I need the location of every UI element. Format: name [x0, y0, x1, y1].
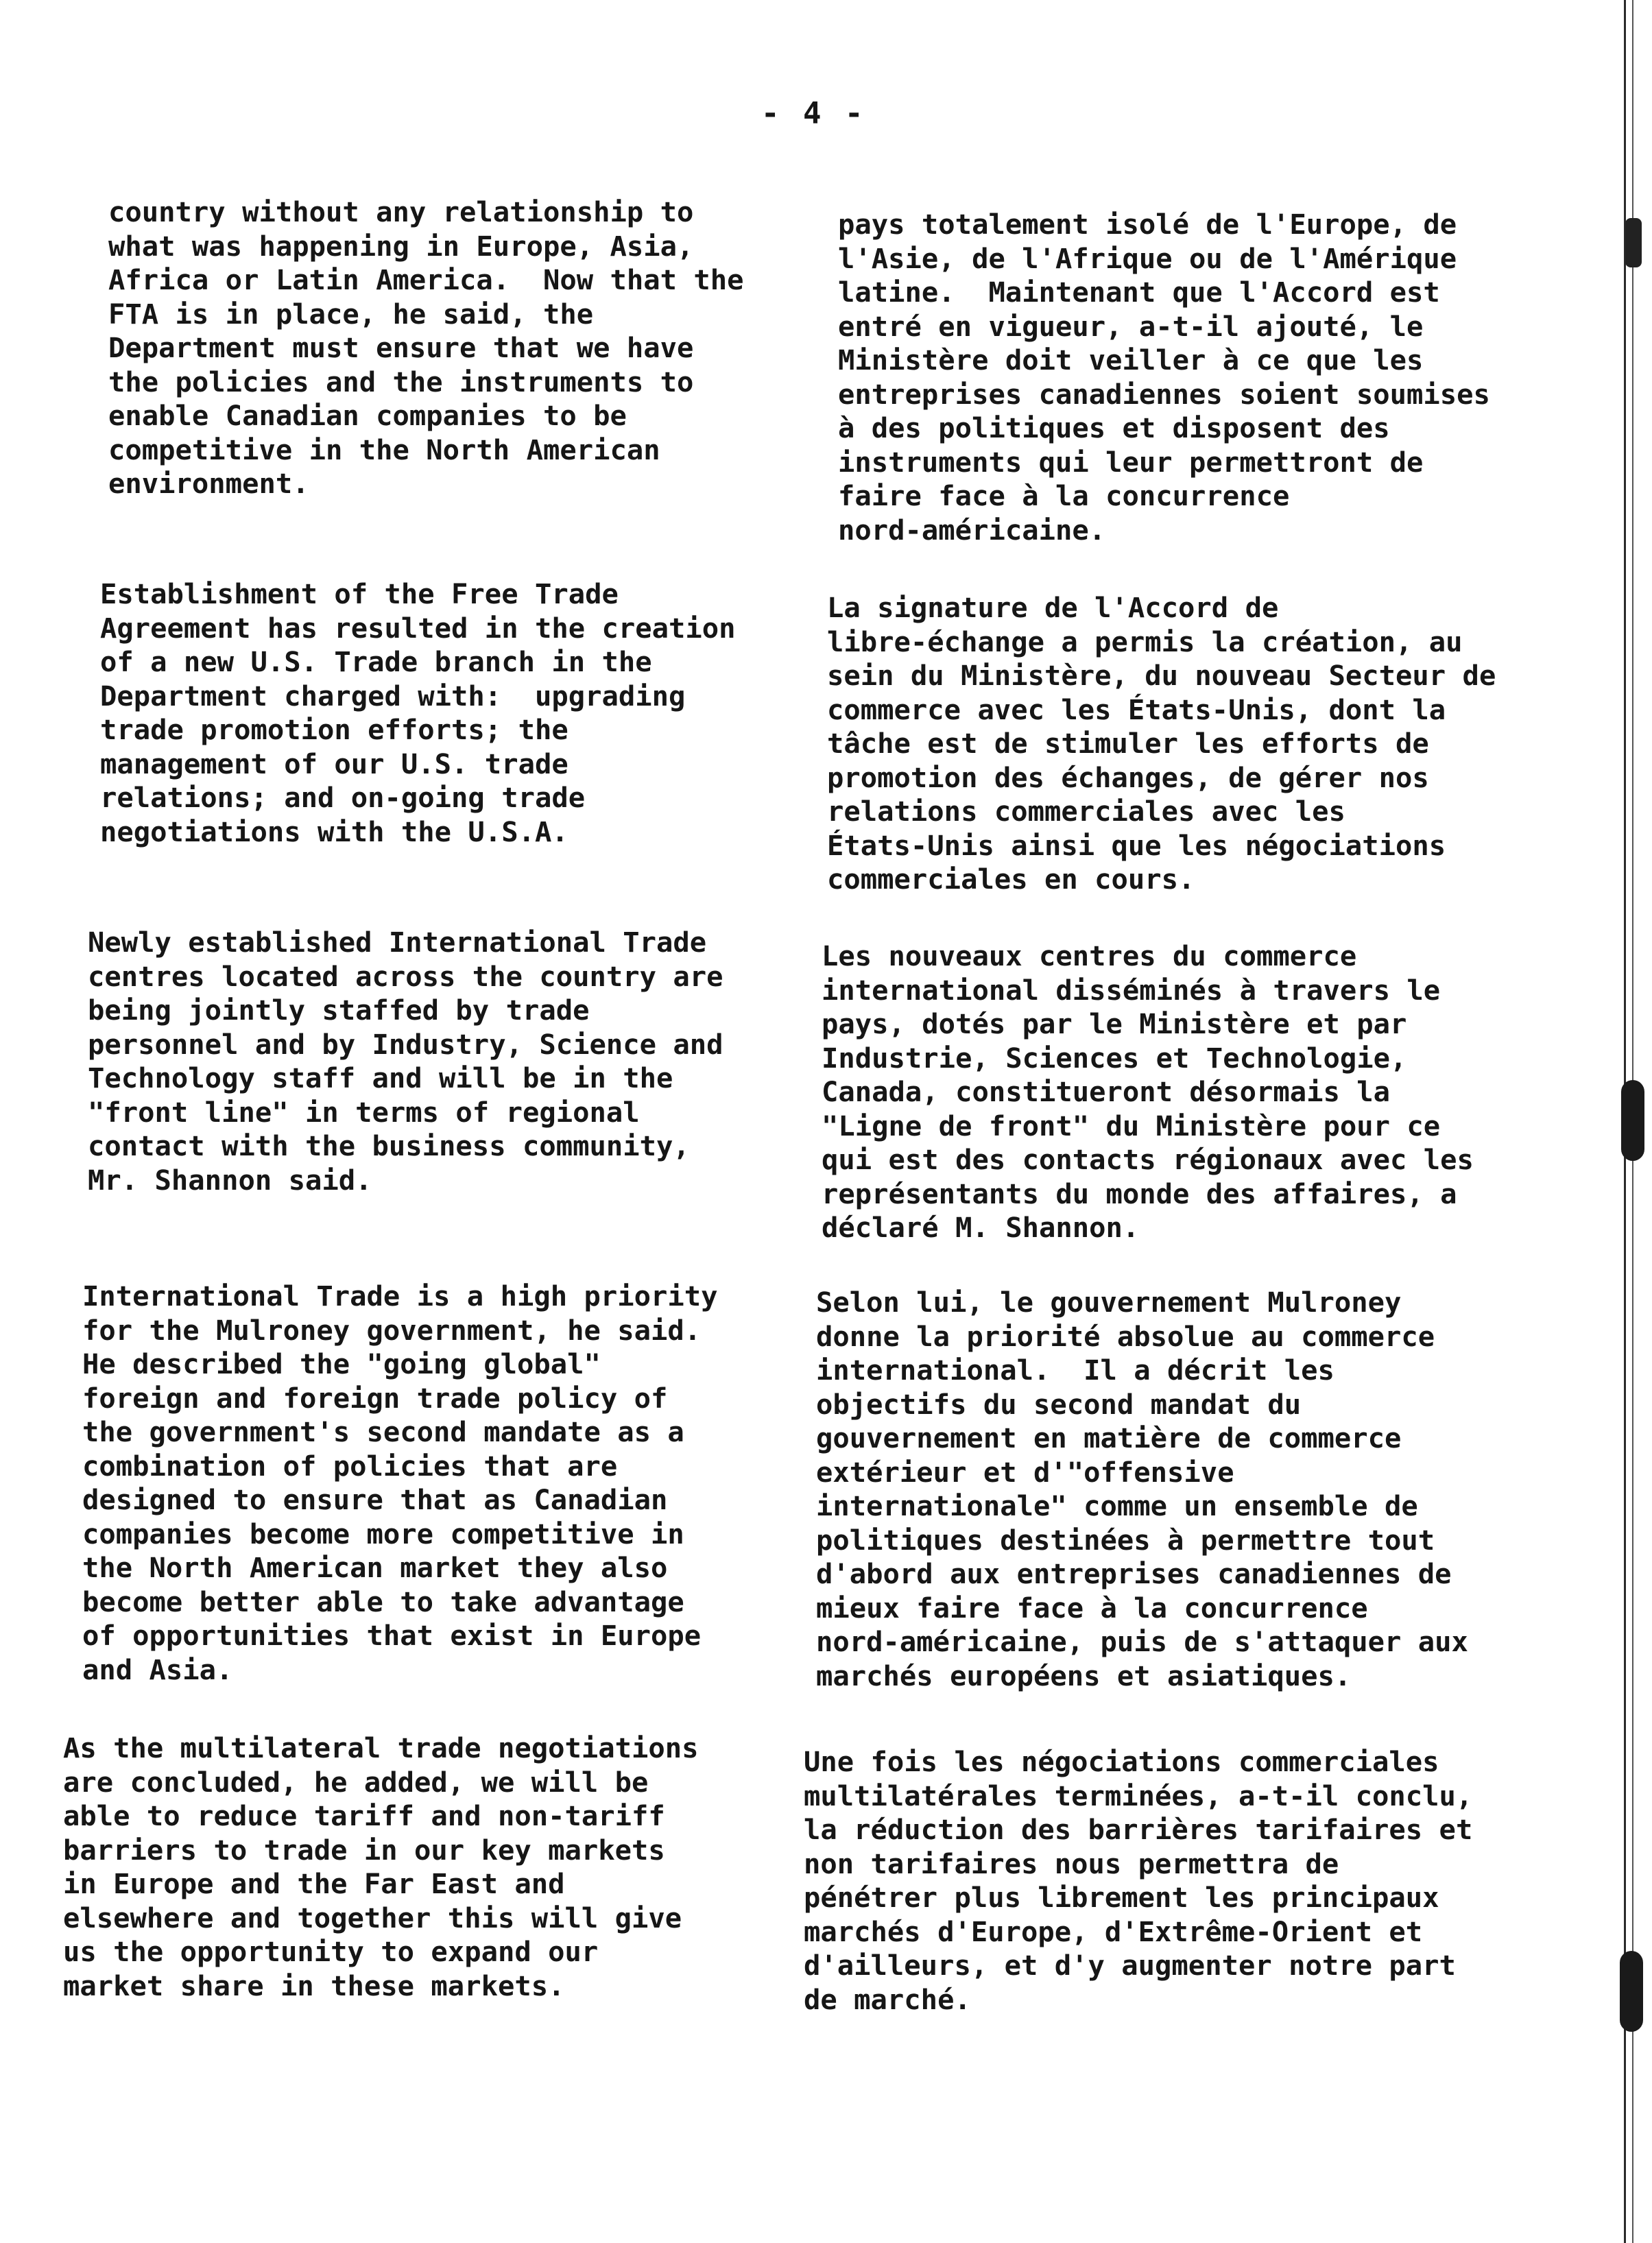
french-paragraph-1: pays totalement isolé de l'Europe, de l'Asie, de l'Afrique ou de l'Amérique latine. Maintenant que l'Accord est entré en vigueur, a-t-il ajouté, le Ministère doit veiller à ce que les entreprises canadiennes soient soumises à des politiques et disposent des instruments qui leur permettront de faire face à la concurrence nord-américaine.: [838, 208, 1490, 547]
punch-hole-upper: [1621, 1080, 1644, 1161]
english-paragraph-4: International Trade is a high priority for the Mulroney government, he said. He described the "going global" foreign and foreign trade policy of the government's second mandate as a combination of policies that are designed to ensure that as Canadian companies become more competitive in the North American market they also become better able to take advantage of opportunities that exist in Europe and Asia.: [82, 1280, 718, 1686]
english-paragraph-2: Establishment of the Free Trade Agreement has resulted in the creation of a new U.S. Trade branch in the Department charged with: upgrading trade promotion efforts; the management of our U.S. trade relations; and on-going trade negotiations with the U.S.A.: [100, 577, 736, 848]
english-paragraph-1: country without any relationship to what was happening in Europe, Asia, Africa or Latin America. Now that the FTA is in place, he said, the Department must ensure that we have the policies and the instruments to enable Canadian companies to be competitive in the North American environment.: [108, 195, 744, 500]
english-paragraph-3: Newly established International Trade centres located across the country are being jointly staffed by trade personnel and by Industry, Science and Technology staff and will be in the "front line" in terms of regional contact with the business community, Mr. Shannon said.: [88, 926, 723, 1197]
french-paragraph-3: Les nouveaux centres du commerce international disséminés à travers le pays, dotés par le Ministère et par Industrie, Sciences et Technologie, Canada, constitueront désormais la "Ligne de front" du Ministère pour ce qui est des contacts régionaux avec les représentants du monde des affaires, a déclaré M. Shannon.: [822, 939, 1474, 1244]
french-paragraph-2: La signature de l'Accord de libre-échange a permis la création, au sein du Ministère, du nouveau Secteur de commerce avec les États-Unis, dont la tâche est de stimuler les efforts de promotion des échanges, de gérer nos relations commerciales avec les États-Unis ainsi que les négociations commerciales en cours.: [827, 591, 1496, 896]
french-paragraph-5: Une fois les négociations commerciales multilatérales terminées, a-t-il conclu, la réduction des barrières tarifaires et non tarifaires nous permettra de pénétrer plus librement les principaux marchés d'Europe, d'Extrême-Orient et d'ailleurs, et d'y augmenter notre part de marché.: [804, 1745, 1473, 2016]
punch-hole-lower: [1620, 1951, 1643, 2032]
page-number: - 4 -: [761, 96, 866, 131]
english-paragraph-5: As the multilateral trade negotiations are concluded, he added, we will be able to reduce tariff and non-tariff barriers to trade in our key markets in Europe and the Far East and elsewhere and together this will give us the opportunity to expand our market share in these markets.: [63, 1731, 699, 2002]
staple-mark: [1625, 218, 1642, 267]
french-paragraph-4: Selon lui, le gouvernement Mulroney donne la priorité absolue au commerce international. Il a décrit les objectifs du second mandat du gouvernement en matière de commerce extérieur et d'"offensive internationale" comme un ensemble de politiques destinées à permettre tout d'abord aux entreprises canadiennes de mieux faire face à la concurrence nord-américaine, puis de s'attaquer aux marchés européens et asiatiques.: [816, 1286, 1468, 1692]
